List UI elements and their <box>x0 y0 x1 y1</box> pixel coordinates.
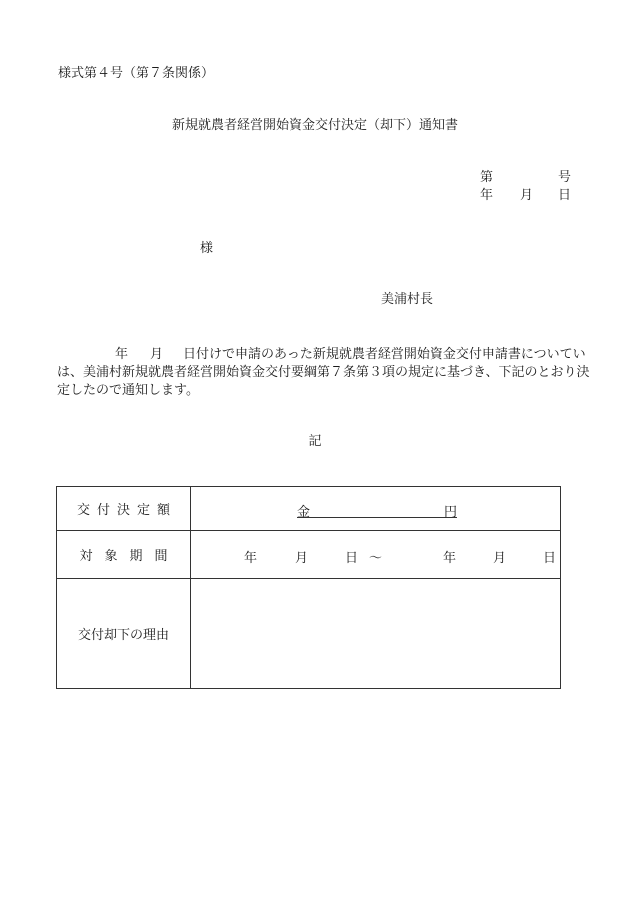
period-end-day: 日 <box>543 551 557 566</box>
period-end-year: 年 <box>443 551 457 566</box>
document-title: 新規就農者経営開始資金交付決定（却下）通知書 <box>171 118 458 133</box>
amount-prefix: 金 <box>297 505 311 520</box>
body-month: 月 <box>150 347 164 362</box>
reason-value-cell[interactable] <box>191 579 560 688</box>
body-line-2: は、美浦村新規就農者経営開始資金交付要綱第７条第３項の規定に基づき、下記のとおり決 <box>57 365 590 380</box>
ki-heading: 記 <box>308 434 322 449</box>
period-end-month: 月 <box>493 551 507 566</box>
issue-date-month: 月 <box>520 188 534 203</box>
body-year: 年 <box>115 347 129 362</box>
period-value-cell[interactable] <box>191 531 560 578</box>
addressee-honorific: 様 <box>200 241 214 256</box>
period-label: 対象期間 <box>79 549 180 564</box>
period-tilde: ～ <box>369 551 383 566</box>
body-line-3: 定したので通知します。 <box>57 383 199 398</box>
body-line-1-text: 日付けで申請のあった新規就農者経営開始資金交付申請書についてい <box>183 347 586 362</box>
amount-suffix: 円 <box>443 505 457 520</box>
document-number-prefix: 第 <box>480 170 494 185</box>
period-start-month: 月 <box>295 551 309 566</box>
table-row-reason <box>57 579 560 688</box>
body-line-1 <box>57 346 586 364</box>
document-number-suffix: 号 <box>558 170 572 185</box>
issue-date-year: 年 <box>480 188 494 203</box>
detail-table <box>56 486 561 689</box>
amount-label-cell <box>57 487 191 530</box>
issuer-name: 美浦村長 <box>381 292 434 307</box>
amount-label: 交付決定額 <box>76 503 177 518</box>
form-number: 様式第４号（第７条関係） <box>58 66 215 81</box>
amount-value-cell[interactable] <box>191 487 560 530</box>
reason-label: 交付却下の理由 <box>77 628 169 643</box>
period-start-day: 日 <box>345 551 359 566</box>
table-row-amount <box>57 487 560 531</box>
body-paragraph <box>57 346 590 400</box>
period-start-year: 年 <box>244 551 258 566</box>
table-row-period <box>57 531 560 579</box>
amount-underline <box>297 501 457 518</box>
issue-date-day: 日 <box>558 188 572 203</box>
reason-label-cell <box>57 579 191 688</box>
period-label-cell <box>57 531 191 578</box>
